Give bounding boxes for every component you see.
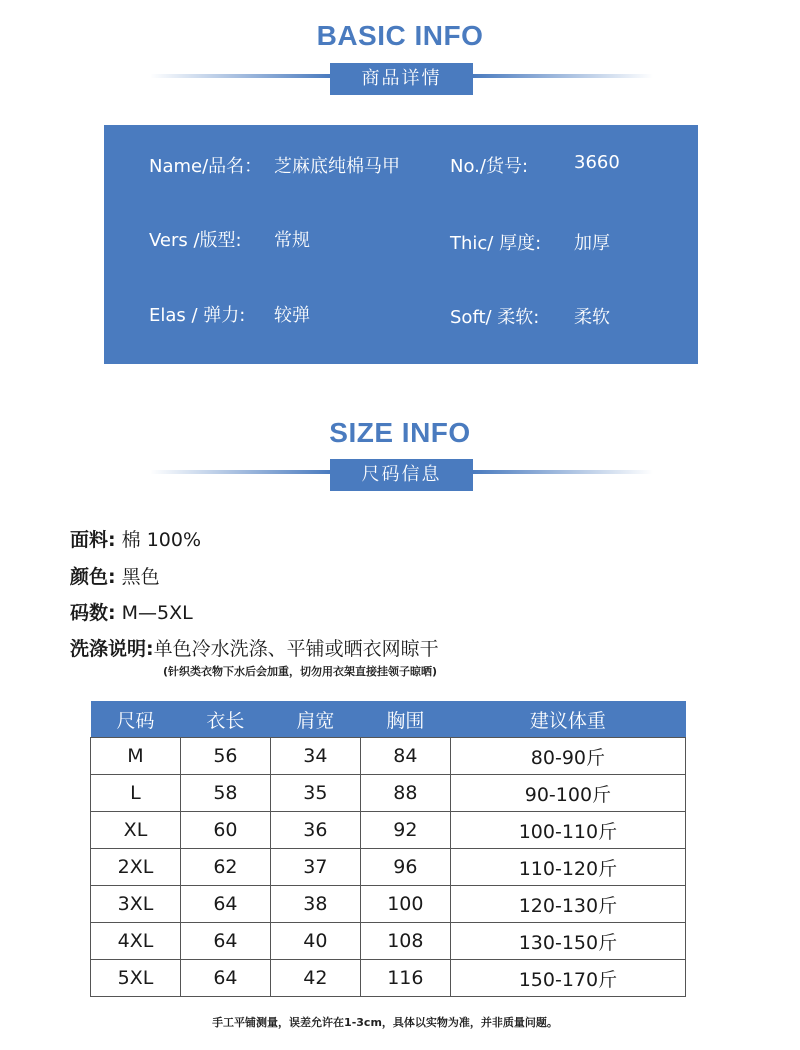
- fabric-value: 棉 100%: [115, 529, 202, 551]
- cell-weight: 100-110斤: [450, 812, 685, 849]
- header-length: 衣长: [180, 701, 270, 738]
- cell-length: 64: [180, 886, 270, 923]
- cell-length: 60: [180, 812, 270, 849]
- cell-weight: 150-170斤: [450, 960, 685, 997]
- cell-chest: 116: [360, 960, 450, 997]
- color-value: 黑色: [115, 566, 160, 588]
- cell-shoulder: 37: [270, 849, 360, 886]
- cell-size: 2XL: [91, 849, 181, 886]
- cell-size: L: [91, 775, 181, 812]
- cell-length: 64: [180, 960, 270, 997]
- cell-size: 3XL: [91, 886, 181, 923]
- version-label: Vers /版型:: [149, 230, 242, 251]
- size-table-header: [91, 701, 686, 738]
- cell-chest: 88: [360, 775, 450, 812]
- elasticity-label: Elas / 弹力:: [149, 305, 246, 326]
- cell-size: M: [91, 738, 181, 775]
- table-row: [91, 738, 686, 775]
- cell-weight: 110-120斤: [450, 849, 685, 886]
- banner-line-right: [473, 74, 653, 78]
- table-row: [91, 960, 686, 997]
- elasticity-value: 较弹: [274, 305, 310, 326]
- header-weight: 建议体重: [450, 701, 685, 738]
- size-info-title: SIZE INFO: [329, 417, 471, 448]
- cell-chest: 92: [360, 812, 450, 849]
- cell-length: 56: [180, 738, 270, 775]
- size-range-value: M—5XL: [115, 602, 193, 624]
- softness-value: 柔软: [574, 307, 610, 328]
- cell-chest: 108: [360, 923, 450, 960]
- banner-line-left: [150, 74, 330, 78]
- header-chest: 胸围: [360, 701, 450, 738]
- basic-info-title: BASIC INFO: [316, 20, 484, 51]
- item-no-value: 3660: [574, 152, 620, 173]
- cell-shoulder: 42: [270, 960, 360, 997]
- care-note: (针织类衣物下水后会加重，切勿用衣架直接挂领子晾晒): [163, 665, 438, 678]
- table-row: [91, 923, 686, 960]
- cell-chest: 96: [360, 849, 450, 886]
- cell-weight: 90-100斤: [450, 775, 685, 812]
- cell-weight: 130-150斤: [450, 923, 685, 960]
- cell-size: XL: [91, 812, 181, 849]
- cell-shoulder: 36: [270, 812, 360, 849]
- product-info-panel: [104, 125, 698, 364]
- thickness-label: Thic/ 厚度:: [450, 233, 542, 254]
- size-range-label: 码数:: [70, 602, 116, 624]
- cell-shoulder: 38: [270, 886, 360, 923]
- cell-chest: 100: [360, 886, 450, 923]
- item-no-label: No./货号:: [450, 156, 529, 177]
- size-info-banner: [0, 459, 800, 491]
- size-table: [90, 701, 686, 997]
- care-spec: [70, 634, 439, 661]
- cell-weight: 80-90斤: [450, 738, 685, 775]
- fabric-spec: [70, 525, 201, 552]
- cell-shoulder: 35: [270, 775, 360, 812]
- table-row: [91, 849, 686, 886]
- basic-info-subtitle: 商品详情: [330, 63, 473, 95]
- measurement-footnote: 手工平铺测量，误差允许在1-3cm，具体以实物为准，并非质量问题。: [212, 1016, 558, 1029]
- cell-weight: 120-130斤: [450, 886, 685, 923]
- care-label: 洗涤说明:: [70, 638, 154, 660]
- cell-size: 5XL: [91, 960, 181, 997]
- softness-label: Soft/ 柔软:: [450, 307, 540, 328]
- cell-shoulder: 40: [270, 923, 360, 960]
- table-row: [91, 812, 686, 849]
- cell-length: 62: [180, 849, 270, 886]
- name-value: 芝麻底纯棉马甲: [274, 156, 400, 177]
- header-shoulder: 肩宽: [270, 701, 360, 738]
- cell-length: 64: [180, 923, 270, 960]
- table-row: [91, 886, 686, 923]
- table-row: [91, 775, 686, 812]
- color-label: 颜色:: [70, 566, 116, 588]
- color-spec: [70, 562, 160, 589]
- cell-length: 58: [180, 775, 270, 812]
- banner-line-left: [150, 470, 330, 474]
- cell-size: 4XL: [91, 923, 181, 960]
- version-value: 常规: [274, 230, 310, 251]
- size-range-spec: [70, 598, 193, 625]
- care-value: 单色冷水洗涤、平铺或晒衣网晾干: [153, 638, 439, 660]
- thickness-value: 加厚: [574, 233, 610, 254]
- size-info-subtitle: 尺码信息: [330, 459, 473, 491]
- header-size: 尺码: [91, 701, 181, 738]
- cell-chest: 84: [360, 738, 450, 775]
- banner-line-right: [473, 470, 653, 474]
- cell-shoulder: 34: [270, 738, 360, 775]
- name-label: Name/品名：: [149, 156, 263, 177]
- basic-info-banner: [0, 63, 800, 95]
- fabric-label: 面料:: [70, 529, 116, 551]
